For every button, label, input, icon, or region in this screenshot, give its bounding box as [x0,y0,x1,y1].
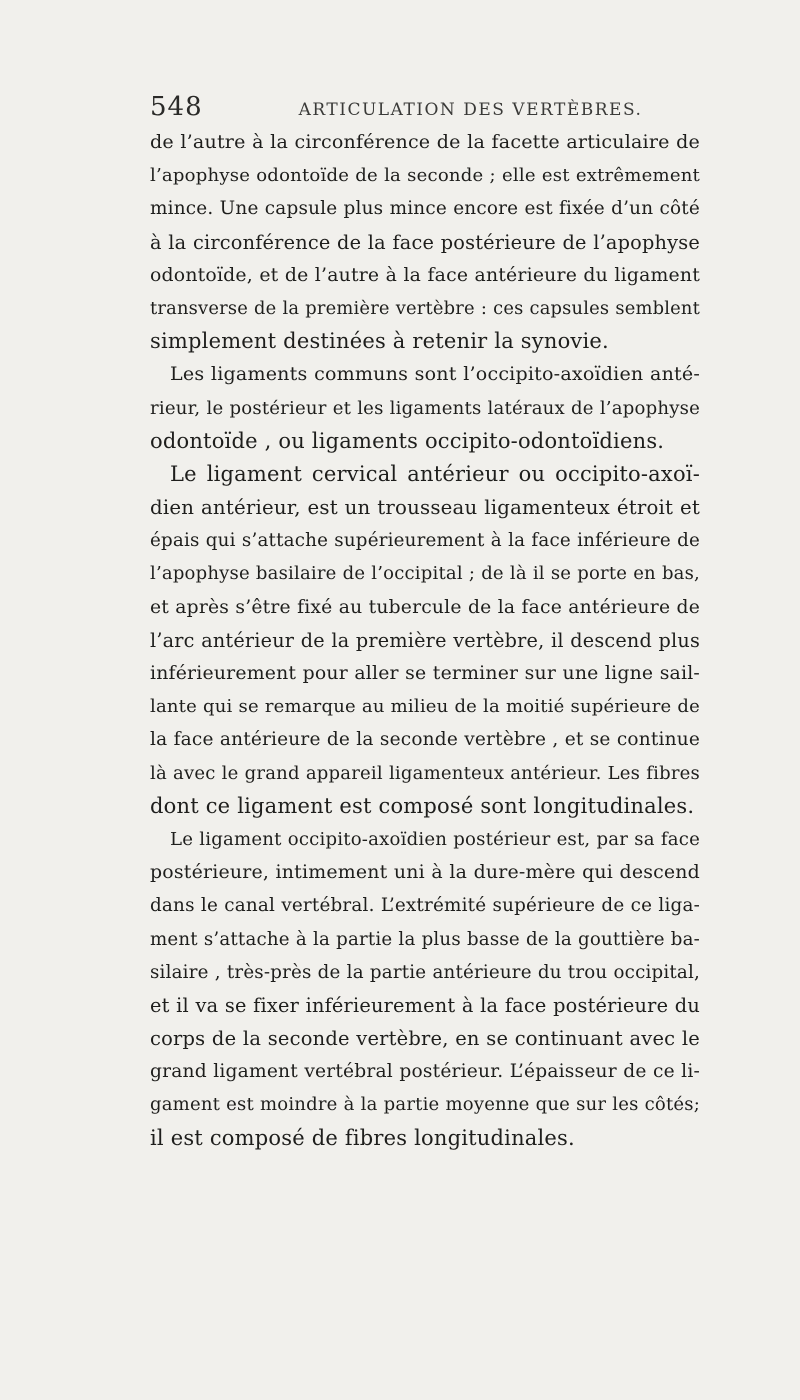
text-line: la face antérieure de la seconde vertèbre , et se continue [150,729,700,751]
text-line: inférieurement pour aller se terminer sur une ligne sail- [150,663,700,684]
text-line: à la circonférence de la face postérieure de l’apophyse [150,230,700,254]
text-line: l’apophyse basilaire de l’occipital ; de là il se porte en bas, [150,563,700,585]
text-line: là avec le grand appareil ligamenteux antérieur. Les fibres [150,762,700,784]
text-line: grand ligament vertébral postérieur. L’épaisseur de ce li- [150,1061,700,1083]
text-line: dans le canal vertébral. L’extrémité supérieure de ce liga- [150,895,700,917]
text-line: simplement destinées à retenir la synovie. [150,329,609,354]
text-line: Le ligament cervical antérieur ou occipito-axoï- [170,461,700,486]
text-line: il est composé de fibres longitudinales. [150,1125,575,1150]
text-line: et il va se fixer inférieurement à la face postérieure du [150,993,700,1017]
text-line: épais qui s’attache supérieurement à la face inférieure de [150,530,700,552]
text-line: corps de la seconde vertèbre, en se continuant avec le [150,1027,700,1051]
text-line: silaire , très-près de la partie antérieure du trou occipital, [150,961,700,983]
body-text [150,126,700,1155]
page-number: 548 [150,92,203,122]
text-line: l’arc antérieur de la première vertèbre, il descend plus [150,628,700,652]
text-line: gament est moindre à la partie moyenne que sur les côtés; [150,1094,700,1116]
text-line: Les ligaments communs sont l’occipito-axoïdien anté- [170,363,700,386]
text-line: postérieure, intimement uni à la dure-mère qui descend [150,861,700,884]
text-line: transverse de la première vertèbre : ces capsules semblent [150,297,700,319]
text-line: Le ligament occipito-axoïdien postérieur est, par sa face [170,828,700,850]
text-line: odontoïde , ou ligaments occipito-odontoïdiens. [150,428,665,453]
text-line: rieur, le postérieur et les ligaments latéraux de l’apophyse [150,397,700,419]
text-line: de l’autre à la circonférence de la facette articulaire de [150,131,700,153]
text-line: dien antérieur, est un trousseau ligamenteux étroit et [150,496,700,520]
text-line: mince. Une capsule plus mince encore est fixée d’un côté [150,198,700,220]
text-line: lante qui se remarque au milieu de la moitié supérieure de [150,696,700,718]
running-title: ARTICULATION DES VERTÈBRES. [298,100,643,120]
text-line: et après s’être fixé au tubercule de la face antérieure de [150,596,700,618]
text-line: l’apophyse odontoïde de la seconde ; elle est extrêmement [150,165,700,187]
text-line: odontoïde, et de l’autre à la face antérieure du ligament [150,264,700,286]
running-head [150,92,710,126]
text-line: dont ce ligament est composé sont longitudinales. [150,793,695,818]
text-line: ment s’attache à la partie la plus basse de la gouttière ba- [150,928,700,950]
